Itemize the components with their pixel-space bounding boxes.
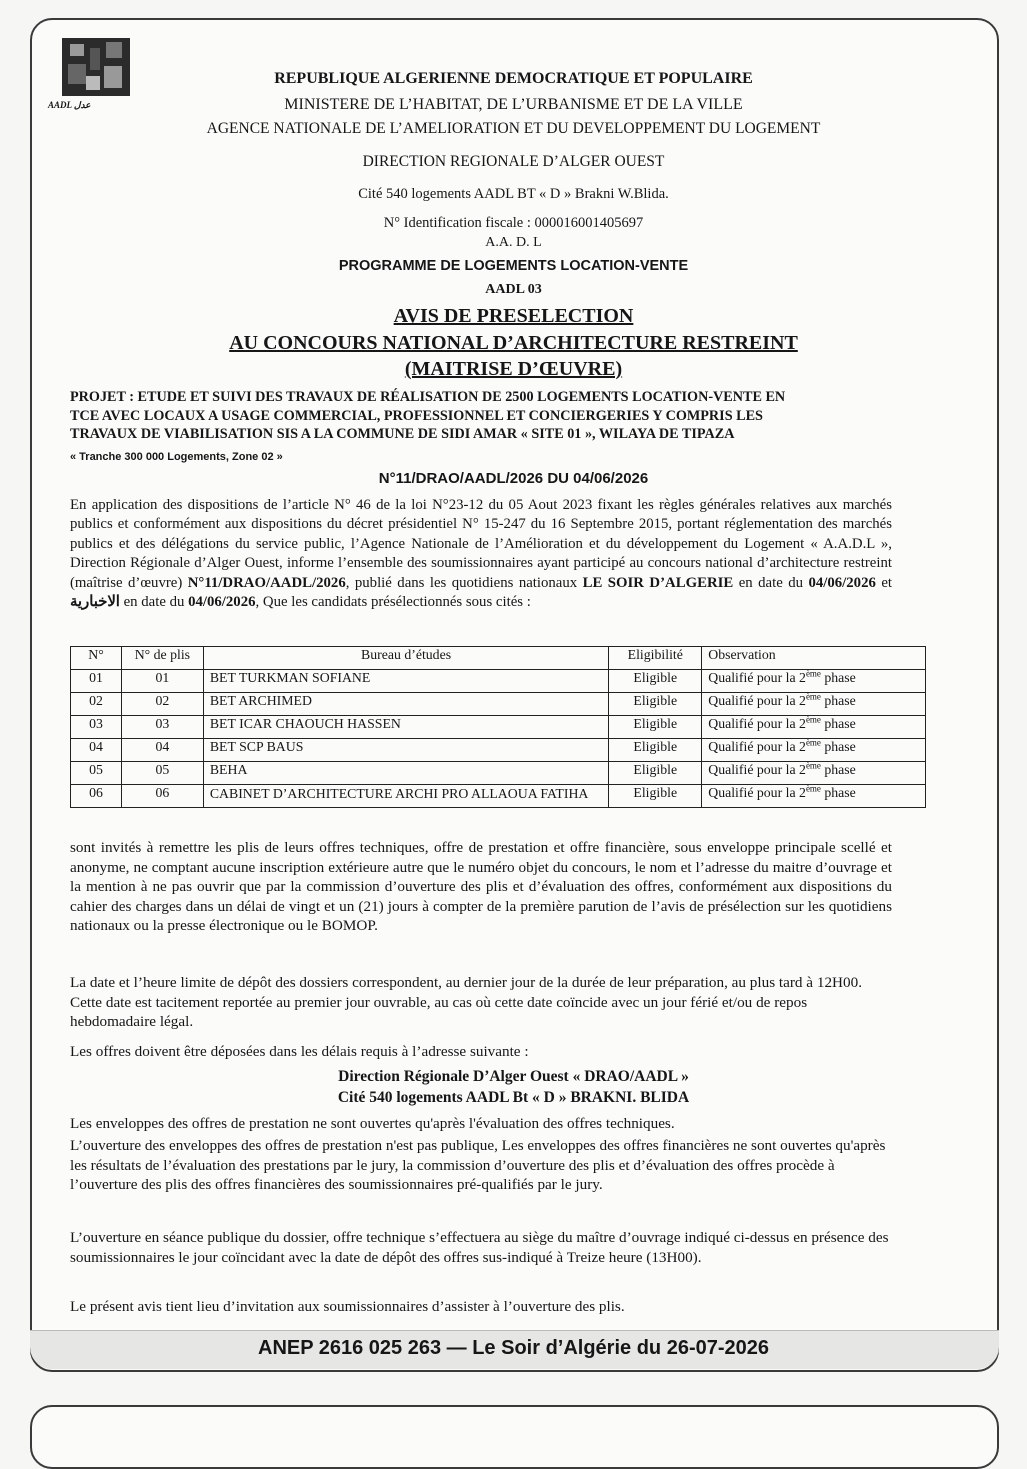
observation-cell: Qualifié pour la 2ème phase xyxy=(702,670,926,693)
agency-title: AGENCE NATIONALE DE L’AMELIORATION ET DU DEVELOPPEMENT DU LOGEMENT xyxy=(206,120,821,137)
opening-paragraph-2: L’ouverture des enveloppes des offres de prestation n'est pas publique, Les enveloppes des offres financières ne sont ouvertes qu'après les résultats de l’évaluation des prestations par le jury, la commission d’ouverture des plis et d’évaluation des offres procède à l’ouverture des plis des offres financières des soumissionnaires pré-qualifiés par le jury. xyxy=(70,1137,886,1194)
next-notice-border xyxy=(30,1405,999,1469)
col-header-number: N° xyxy=(71,647,122,670)
table-header-row xyxy=(71,647,926,670)
deposit-address-line2: Cité 540 logements AADL Bt « D » BRAKNI. BLIDA xyxy=(337,1089,690,1106)
agency-address: Cité 540 logements AADL BT « D » Brakni W.Blida. xyxy=(358,186,669,202)
col-header-observation: Observation xyxy=(702,647,926,670)
notice-reference: N°11/DRAO/AADL/2026 DU 04/06/2026 xyxy=(378,470,649,487)
deadline-paragraph: La date et l’heure limite de dépôt des dossiers correspondent, au dernier jour de la durée de leur préparation, au plus tard à 12H00. Cette date est tacitement reportée au premier jour ouvrable, au cas où cette date coïncide avec un jour férié et/ou de repos hebdomadaire légal. xyxy=(70,974,862,1031)
table-row: 03 03 BET ICAR CHAOUCH HASSEN Eligible Qualifié pour la 2ème phase xyxy=(71,716,926,739)
agency-acronym: A.A. D. L xyxy=(485,235,542,250)
table-row: 02 02 BET ARCHIMED Eligible Qualifié pour la 2ème phase xyxy=(71,693,926,716)
ministry-title: MINISTERE DE L’HABITAT, DE L’URBANISME ET DE LA VILLE xyxy=(284,96,743,113)
table-row: 01 01 BET TURKMAN SOFIANE Eligible Qualifié pour la 2ème phase xyxy=(71,670,926,693)
program-title: PROGRAMME DE LOGEMENTS LOCATION-VENTE xyxy=(338,258,689,274)
opening-paragraph-3: L’ouverture en séance publique du dossier, offre technique s’effectuera au siège du maître d’ouvrage indiqué ci-dessus en présence des soumissionnaires le jour coïncidant avec la date de dépôt des offres sus-indiqué à Treize heure (13H00). xyxy=(70,1229,889,1266)
project-tranche: « Tranche 300 000 Logements, Zone 02 » xyxy=(70,451,283,463)
notice-subtitle: AU CONCOURS NATIONAL D’ARCHITECTURE RESTREINT xyxy=(229,332,798,354)
publication-footer: ANEP 2616 025 263 — Le Soir d’Algérie du 26-07-2026 xyxy=(258,1337,769,1359)
observation-cell: Qualifié pour la 2ème phase xyxy=(702,693,926,716)
deposit-address-line1: Direction Régionale D’Alger Ouest « DRAO/AADL » xyxy=(338,1068,689,1085)
col-header-eligibility: Eligibilité xyxy=(609,647,702,670)
table-row: 04 04 BET SCP BAUS Eligible Qualifié pour la 2ème phase xyxy=(71,739,926,762)
fiscal-id: N° Identification fiscale : 000016001405697 xyxy=(383,215,644,231)
intro-paragraph: En application des dispositions de l’article N° 46 de la loi N°23-12 du 05 Aout 2023 fixant les règles générales relatives aux marchés publics et conformément aux dispositions du décret présidentiel N° 15-247 du 16 Septembre 2015, portant réglementation des marchés publics et des délégations du service public, l’Agence Nationale de l’Amélioration et du développement du Logement « A.A.D.L », Direction Régionale d’Alger Ouest, informe l’ensemble des soumissionnaires ayant participé au concours national d’architecture restreint (maîtrise d’œuvre) N°11/DRAO/AADL/2026, publié dans les quotidiens nationaux LE SOIR D’ALGERIE en date du 04/06/2026 et الاخبارية en date du 04/06/2026, Que les candidats présélectionnés sous cités : xyxy=(70,497,892,611)
opening-paragraph-1: Les enveloppes des offres de prestation ne sont ouvertes qu'après l'évaluation des offres techniques. xyxy=(70,1115,675,1132)
logo-caption: AADL عدل xyxy=(48,100,91,110)
observation-cell: Qualifié pour la 2ème phase xyxy=(702,762,926,785)
notice-title: AVIS DE PRESELECTION xyxy=(393,305,634,327)
preselection-table xyxy=(70,646,926,808)
deposit-paragraph: Les offres doivent être déposées dans les délais requis à l’adresse suivante : xyxy=(70,1043,529,1060)
invitation-paragraph: Le présent avis tient lieu d’invitation aux soumissionnaires d’assister à l’ouverture des plis. xyxy=(70,1298,625,1315)
observation-cell: Qualifié pour la 2ème phase xyxy=(702,716,926,739)
col-header-plis: N° de plis xyxy=(121,647,203,670)
instructions-paragraph: sont invités à remettre les plis de leurs offres techniques, offre de prestation et offre financière, sous enveloppe principale scellé et anonyme, ne comptant aucune inscription extérieure autre que le numéro objet du concours, le nom et l’adresse du maitre d’ouvrage et la mention à ne pas ouvrir que par la commission d’ouverture des plis et d’évaluation des offres, conformément aux dispositions du cahier des charges dans un délai de vingt et un (21) jours à compter de la première parution de l’avis de présélection sur les quotidiens nationaux ou la presse électronique ou le BOMOP. xyxy=(70,839,892,935)
notice-subtitle-2: (MAITRISE D’ŒUVRE) xyxy=(404,358,623,380)
project-description: PROJET : ETUDE ET SUIVI DES TRAVAUX DE RÉALISATION DE 2500 LOGEMENTS LOCATION-VENTE EN TCE AVEC LOCAUX A USAGE COMMERCIAL, PROFESSIONNEL ET CONCIERGERIES Y COMPRIS LES TRAVAUX DE VIABILISATION SIS A LA COMMUNE DE SIDI AMAR « SITE 01 », WILAYA DE TIPAZA xyxy=(70,389,786,442)
table-row: 06 06 CABINET D’ARCHITECTURE ARCHI PRO ALLAOUA FATIHA Eligible Qualifié pour la 2ème phase xyxy=(71,785,926,808)
observation-cell: Qualifié pour la 2ème phase xyxy=(702,785,926,808)
observation-cell: Qualifié pour la 2ème phase xyxy=(702,739,926,762)
program-code: AADL 03 xyxy=(485,282,542,297)
table-row: 05 05 BEHA Eligible Qualifié pour la 2ème phase xyxy=(71,762,926,785)
direction-title: DIRECTION REGIONALE D’ALGER OUEST xyxy=(362,153,665,170)
republic-title: REPUBLIQUE ALGERIENNE DEMOCRATIQUE ET POPULAIRE xyxy=(274,70,753,87)
col-header-bureau: Bureau d’études xyxy=(203,647,608,670)
